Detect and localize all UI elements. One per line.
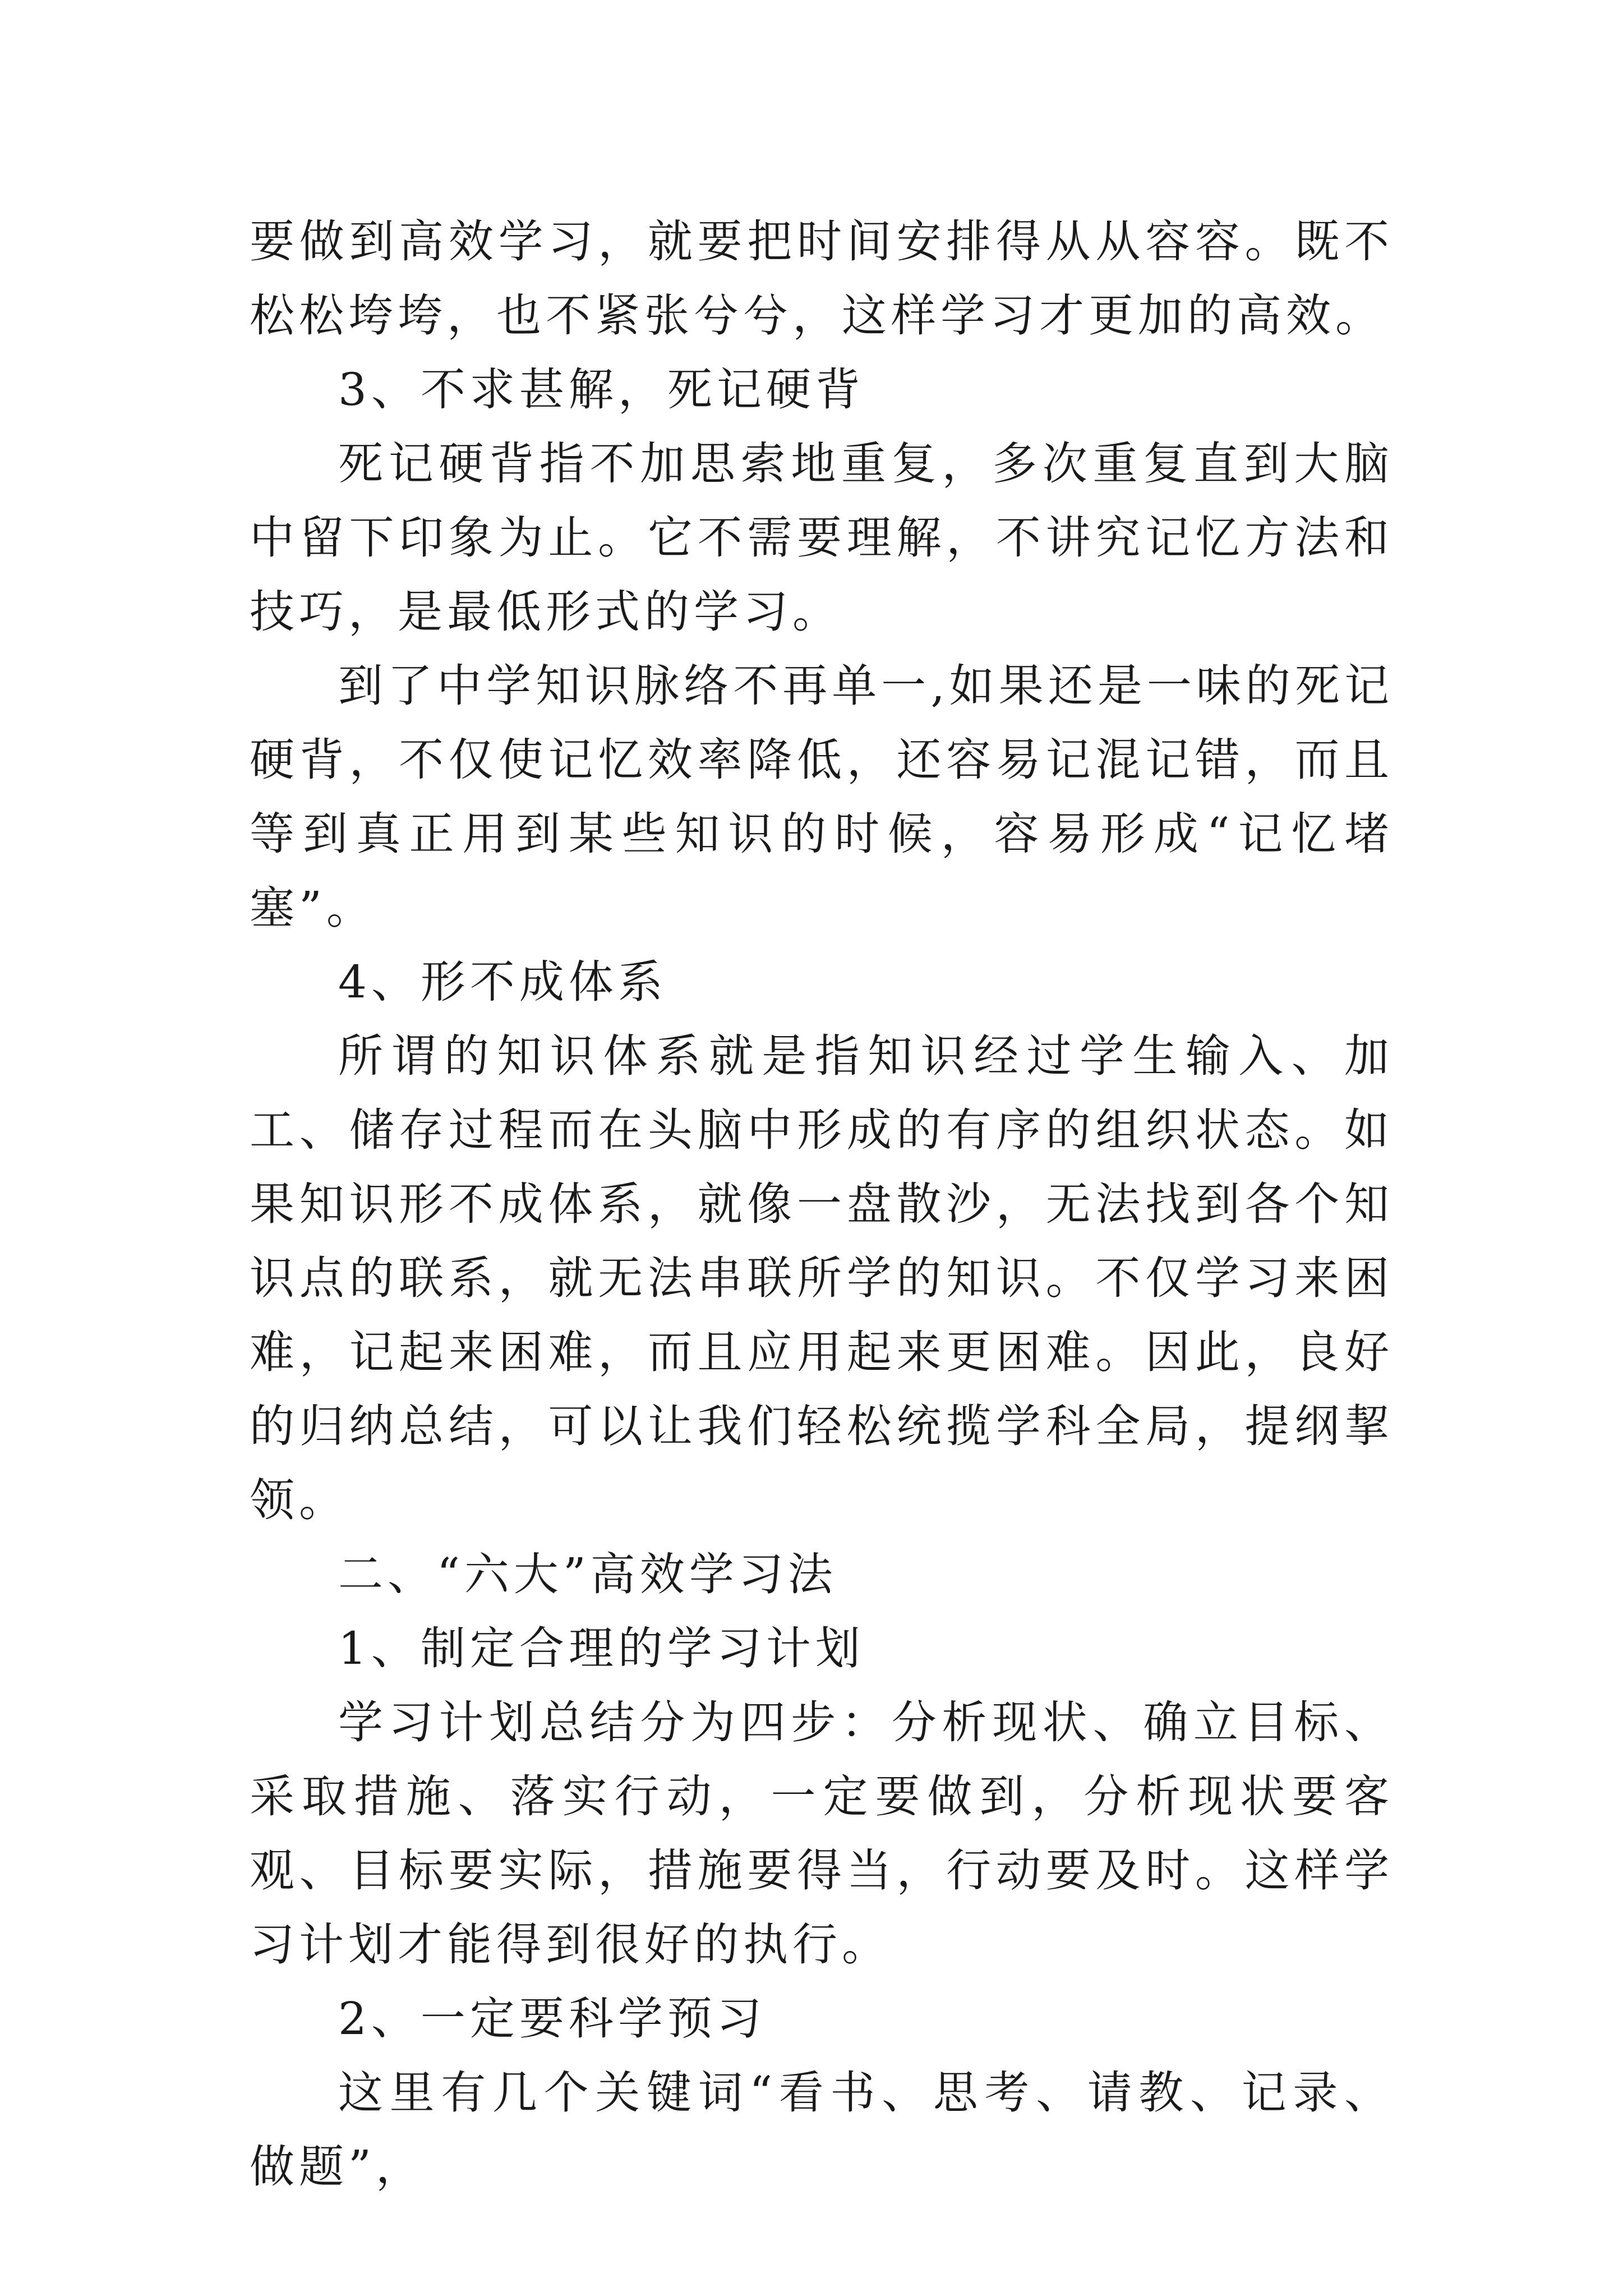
document-body xyxy=(250,205,1394,2204)
paragraph-knowledge-system: 所谓的知识体系就是指知识经过学生输入、加工、储存过程而在头脑中形成的有序的组织状态。如果知识形不成体系，就像一盘散沙，无法找到各个知识点的联系，就无法串联所学的知识。不仅学习来困难，记起来困难，而且应用起来更困难。因此，良好的归纳总结，可以让我们轻松统揽学科全局，提纲挈领。 xyxy=(250,1030,1394,1526)
section-heading-1-plan: 1、制定合理的学习计划 xyxy=(338,1622,865,1674)
paragraph-keywords: 这里有几个关键词“看书、思考、请教、记录、做题”， xyxy=(250,2067,1394,2193)
paragraph-study-plan: 学习计划总结分为四步：分析现状、确立目标、采取措施、落实行动，一定要做到，分析现状要客观、目标要实际，措施要得当，行动要及时。这样学习计划才能得到很好的执行。 xyxy=(250,1696,1394,1971)
paragraph-middle-school-knowledge: 到了中学知识脉络不再单一,如果还是一味的死记硬背，不仅使记忆效率降低，还容易记混记错，而且等到真正用到某些知识的时候，容易形成“记忆堵塞”。 xyxy=(250,660,1394,934)
paragraph-continued: 要做到高效学习，就要把时间安排得从从容容。既不松松垮垮，也不紧张兮兮，这样学习才更加的高效。 xyxy=(250,215,1394,342)
section-heading-2-preview: 2、一定要科学预习 xyxy=(338,1993,766,2045)
section-heading-3: 3、不求甚解，死记硬背 xyxy=(338,364,865,416)
paragraph-rote-memorization: 死记硬背指不加思索地重复，多次重复直到大脑中留下印象为止。它不需要理解，不讲究记忆方法和技巧，是最低形式的学习。 xyxy=(250,438,1394,638)
section-heading-4: 4、形不成体系 xyxy=(338,956,667,1008)
section-heading-part-two: 二、“六大”高效学习法 xyxy=(338,1548,837,1600)
